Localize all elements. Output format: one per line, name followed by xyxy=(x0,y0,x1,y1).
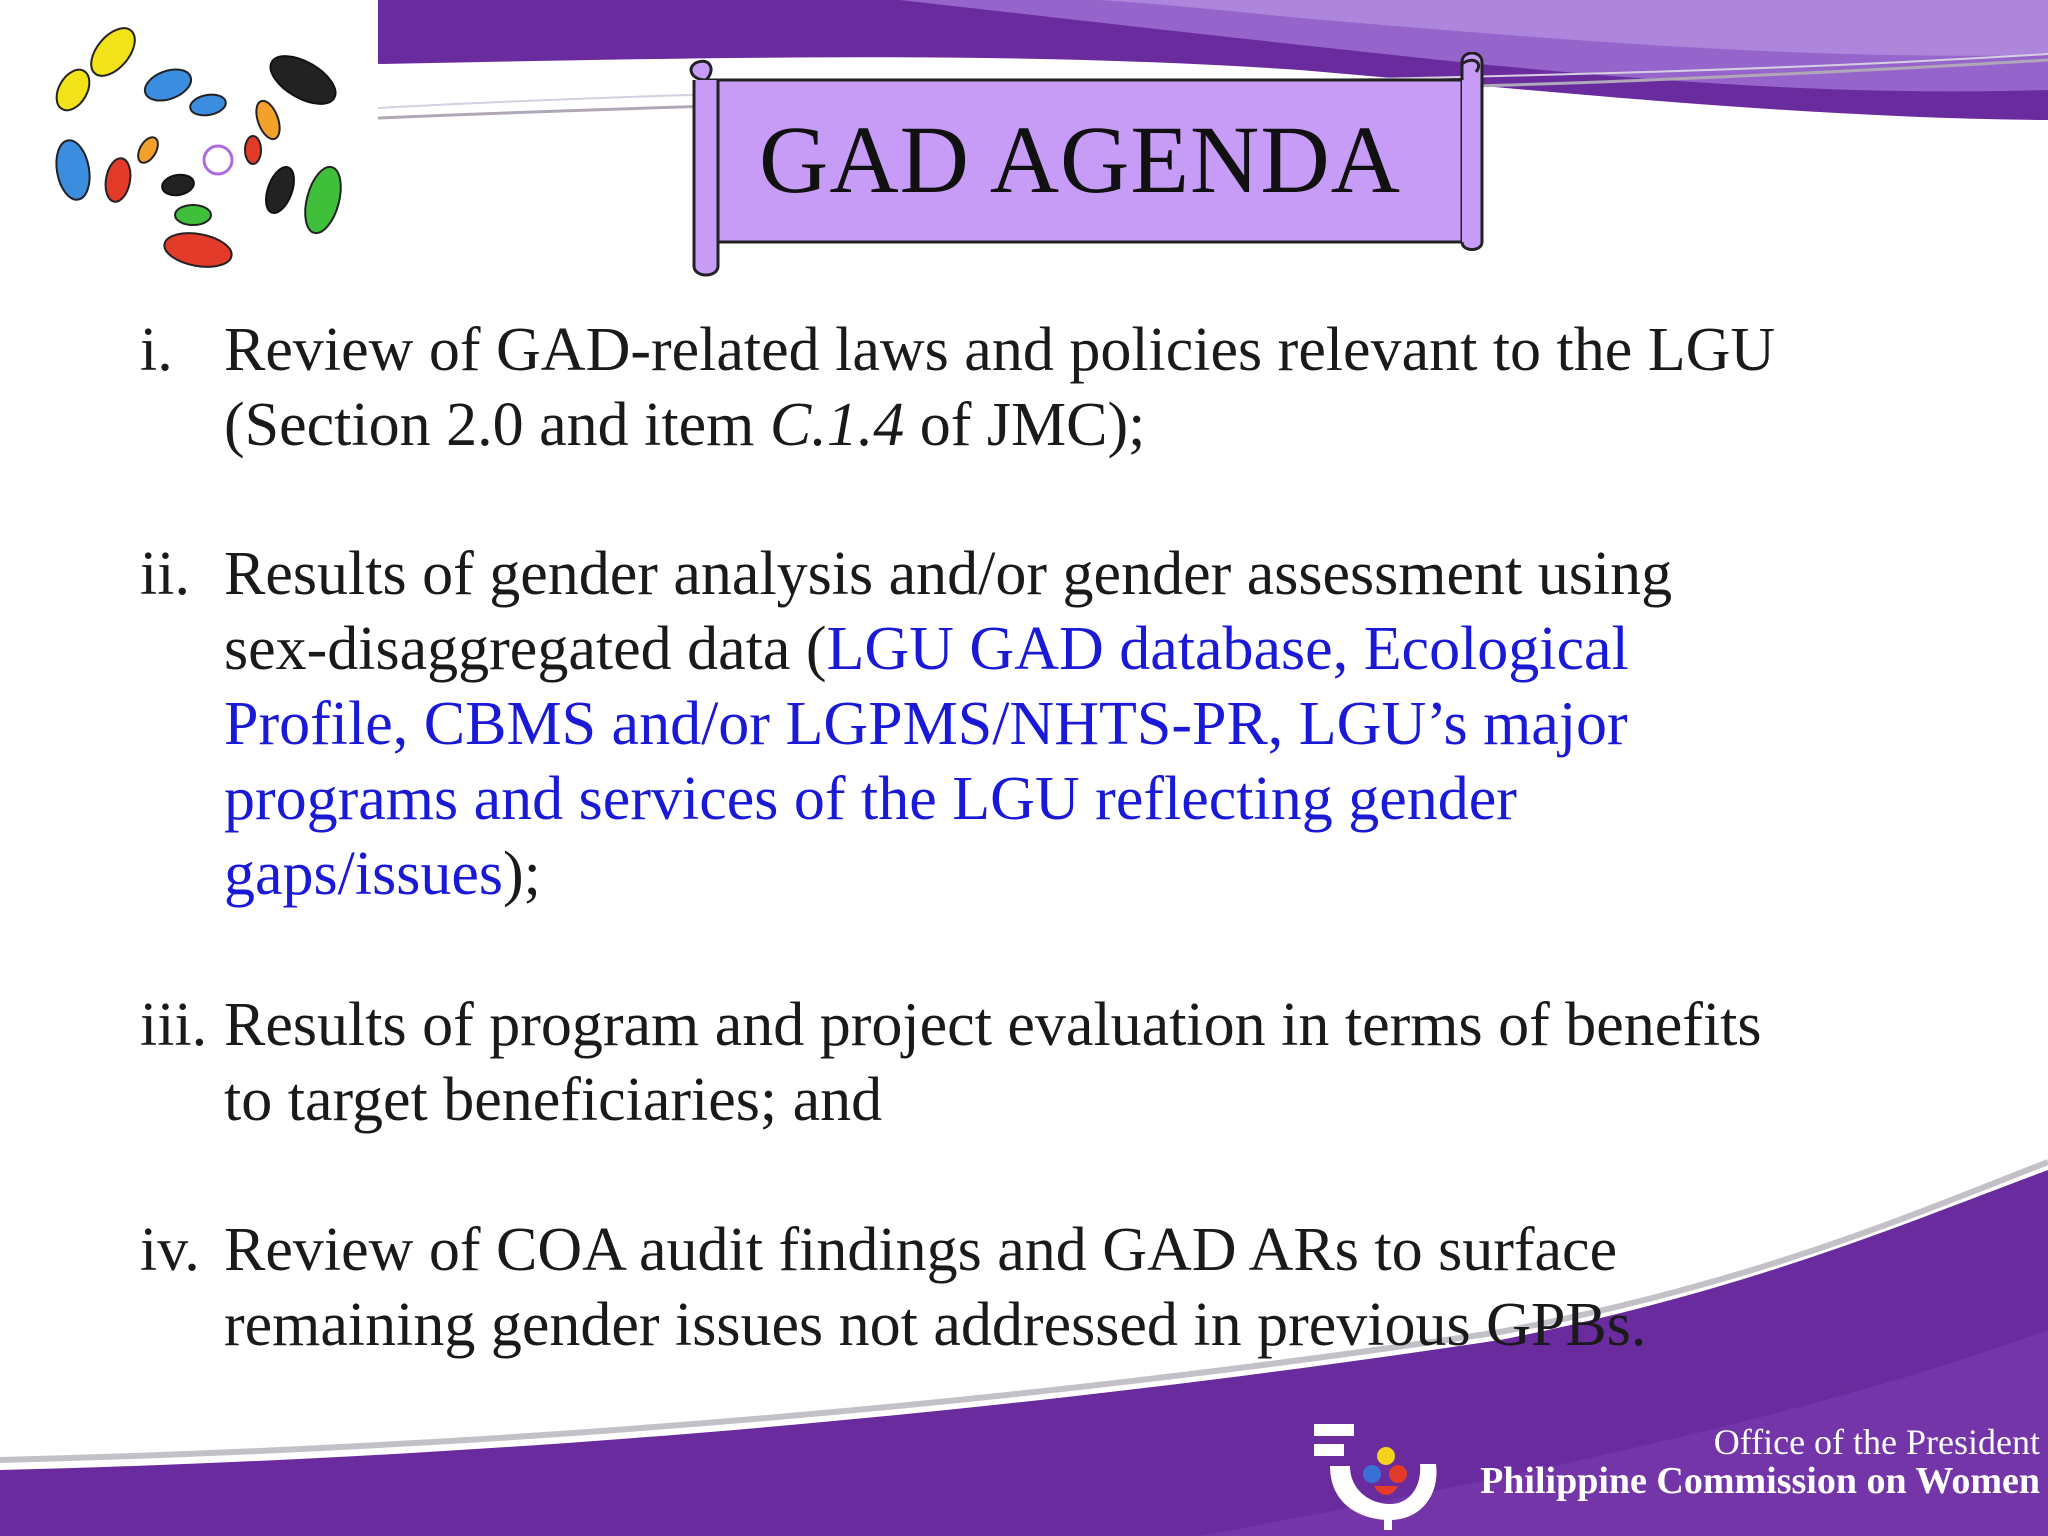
agenda-text: Results of program and project evaluation in terms of benefits xyxy=(224,991,1762,1059)
agenda-marker: i. xyxy=(140,316,173,384)
agenda-marker: iv. xyxy=(140,1216,200,1284)
jmc-item-ref: C.1.4 xyxy=(769,391,905,459)
agenda-text: Review of GAD-related laws and policies relevant to the LGU xyxy=(224,316,1776,384)
agenda-text: Review of COA audit findings and GAD ARs to surface xyxy=(224,1216,1618,1284)
footer-office: Office of the President xyxy=(1713,1422,2040,1462)
agenda-text: Results of gender analysis and/or gender assessment using xyxy=(224,540,1673,608)
slide-title: GAD AGENDA xyxy=(759,106,1401,213)
agenda-list: i. Review of GAD-related laws and policies relevant to the LGU (Section 2.0 and item C.1.4 of JMC); ii. Results of gender analysis and/or gender assessment using sex-disaggregated data (LGU GAD database, Ecological Profile, CBMS and/or LGPMS/NHTS-PR, LGU’s major programs and services of the LGU reflecting gender gaps/issues); iii. Results of program and project evaluation in terms of benefits to target beneficiaries; and iv. Review of COA audit findings and GAD ARs to surface remaining gender issues not addressed in previous GPBs. xyxy=(0,0,2048,1400)
agenda-marker: iii. xyxy=(140,991,208,1059)
footer-org: Philippine Commission on Women xyxy=(1480,1460,2040,1502)
agenda-marker: ii. xyxy=(140,540,190,608)
data-sources-text: LGU GAD database, Ecological xyxy=(826,615,1629,683)
